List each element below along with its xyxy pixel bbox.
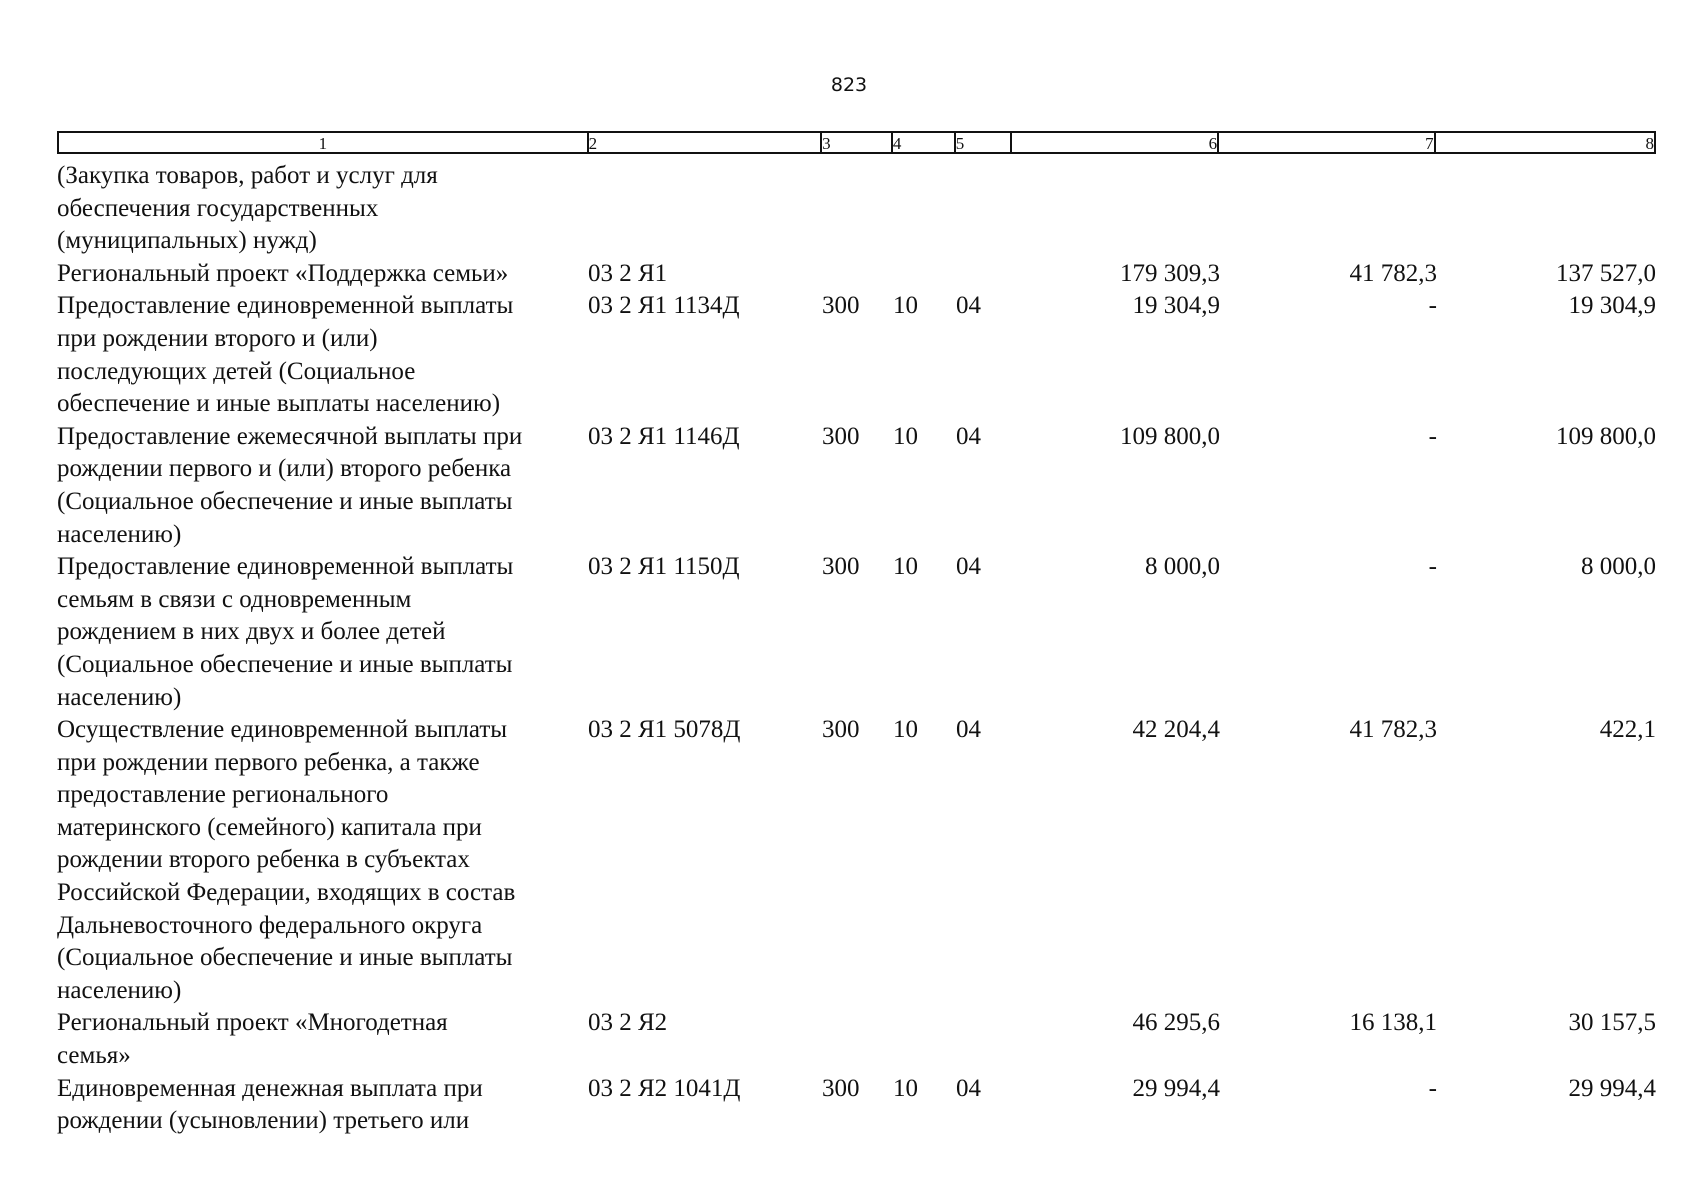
row-pr: 04 <box>956 292 981 320</box>
row-federal <box>1220 160 1437 258</box>
header-col-3: 3 <box>822 133 893 152</box>
row-federal: - <box>1428 292 1437 320</box>
header-col-4: 4 <box>893 133 956 152</box>
row-pr <box>956 1007 1012 1072</box>
row-name: (Закупка товаров, работ и услуг для обеспечения государственных (муниципальных) нужд) <box>57 162 438 255</box>
row-name: Региональный проект «Многодетная семья» <box>57 1009 448 1070</box>
row-total: 29 994,4 <box>1132 1074 1220 1102</box>
row-regional: 137 527,0 <box>1556 259 1656 287</box>
row-name: Региональный проект «Поддержка семьи» <box>57 259 509 287</box>
row-name: Осуществление единовременной выплаты при рождении первого ребенка, а также предоставление регионального материнского (семейного) капитала при рождении второго ребенка в субъектах Российской Федерации, входящих в состав Дальневосточного федерального округа (Социальное обеспечение и иные выплаты населению) <box>57 716 516 1004</box>
row-vr <box>822 160 893 258</box>
table-row <box>57 290 1656 420</box>
row-total: 19 304,9 <box>1132 292 1220 320</box>
row-regional: 109 800,0 <box>1556 422 1656 450</box>
row-rz: 10 <box>893 716 918 744</box>
row-federal: 41 782,3 <box>1349 716 1437 744</box>
row-vr <box>822 1007 893 1072</box>
row-regional: 422,1 <box>1599 716 1656 744</box>
row-vr <box>822 258 893 291</box>
row-pr: 04 <box>956 1074 981 1102</box>
row-vr: 300 <box>822 292 860 320</box>
row-total: 179 309,3 <box>1120 259 1220 287</box>
row-name: Предоставление единовременной выплаты при рождении второго и (или) последующих детей (Социальное обеспечение и иные выплаты населению) <box>57 292 514 418</box>
table-row <box>57 1073 1656 1138</box>
header-col-1: 1 <box>59 133 589 152</box>
row-vr: 300 <box>822 553 860 581</box>
row-pr <box>956 258 1012 291</box>
row-total: 46 295,6 <box>1132 1009 1220 1037</box>
row-federal: 16 138,1 <box>1349 1009 1437 1037</box>
row-regional: 19 304,9 <box>1568 292 1656 320</box>
table-row <box>57 551 1656 714</box>
row-code: 03 2 Я1 1150Д <box>588 553 740 581</box>
header-col-7: 7 <box>1219 133 1435 152</box>
row-rz: 10 <box>893 422 918 450</box>
row-rz <box>893 258 956 291</box>
row-code: 03 2 Я2 <box>588 1009 668 1037</box>
row-rz <box>893 1007 956 1072</box>
row-name: Единовременная денежная выплата при рождении (усыновлении) третьего или <box>57 1074 483 1135</box>
table-header-row <box>57 131 1656 154</box>
row-federal: 41 782,3 <box>1349 259 1437 287</box>
row-total: 109 800,0 <box>1120 422 1220 450</box>
row-pr: 04 <box>956 716 981 744</box>
row-regional <box>1437 160 1656 258</box>
row-total: 8 000,0 <box>1145 553 1220 581</box>
row-rz: 10 <box>893 1074 918 1102</box>
row-pr: 04 <box>956 422 981 450</box>
row-pr: 04 <box>956 553 981 581</box>
row-code: 03 2 Я1 1146Д <box>588 422 740 450</box>
row-code: 03 2 Я1 5078Д <box>588 716 741 744</box>
table-row <box>57 1007 1656 1072</box>
page-number: 823 <box>830 74 868 96</box>
header-col-8: 8 <box>1645 134 1655 153</box>
row-rz: 10 <box>893 553 918 581</box>
row-vr: 300 <box>822 422 860 450</box>
row-federal: - <box>1428 1074 1437 1102</box>
header-col-6: 6 <box>1012 133 1219 152</box>
row-pr <box>956 160 1012 258</box>
table-row <box>57 160 1656 258</box>
row-code: 03 2 Я1 <box>588 259 668 287</box>
row-rz <box>893 160 956 258</box>
header-col-2: 2 <box>589 133 822 152</box>
row-code: 03 2 Я2 1041Д <box>588 1074 741 1102</box>
row-total <box>1012 160 1220 258</box>
row-name: Предоставление ежемесячной выплаты при рождении первого и (или) второго ребенка (Социальное обеспечение и иные выплаты населению) <box>57 422 523 548</box>
row-vr: 300 <box>822 716 860 744</box>
table-body <box>57 160 1656 1138</box>
row-code <box>588 160 822 258</box>
row-code: 03 2 Я1 1134Д <box>588 292 740 320</box>
table-row <box>57 421 1656 551</box>
table-row <box>57 258 1656 291</box>
row-vr: 300 <box>822 1074 860 1102</box>
row-federal: - <box>1428 422 1437 450</box>
table-row <box>57 714 1656 1007</box>
row-total: 42 204,4 <box>1132 716 1220 744</box>
row-rz: 10 <box>893 292 918 320</box>
row-name: Предоставление единовременной выплаты семьям в связи с одновременным рождением в них двух и более детей (Социальное обеспечение и иные выплаты населению) <box>57 553 514 711</box>
header-col-5: 5 <box>956 133 1012 152</box>
row-regional: 29 994,4 <box>1568 1074 1656 1102</box>
row-federal: - <box>1428 553 1437 581</box>
row-regional: 8 000,0 <box>1581 553 1656 581</box>
row-regional: 30 157,5 <box>1568 1009 1656 1037</box>
